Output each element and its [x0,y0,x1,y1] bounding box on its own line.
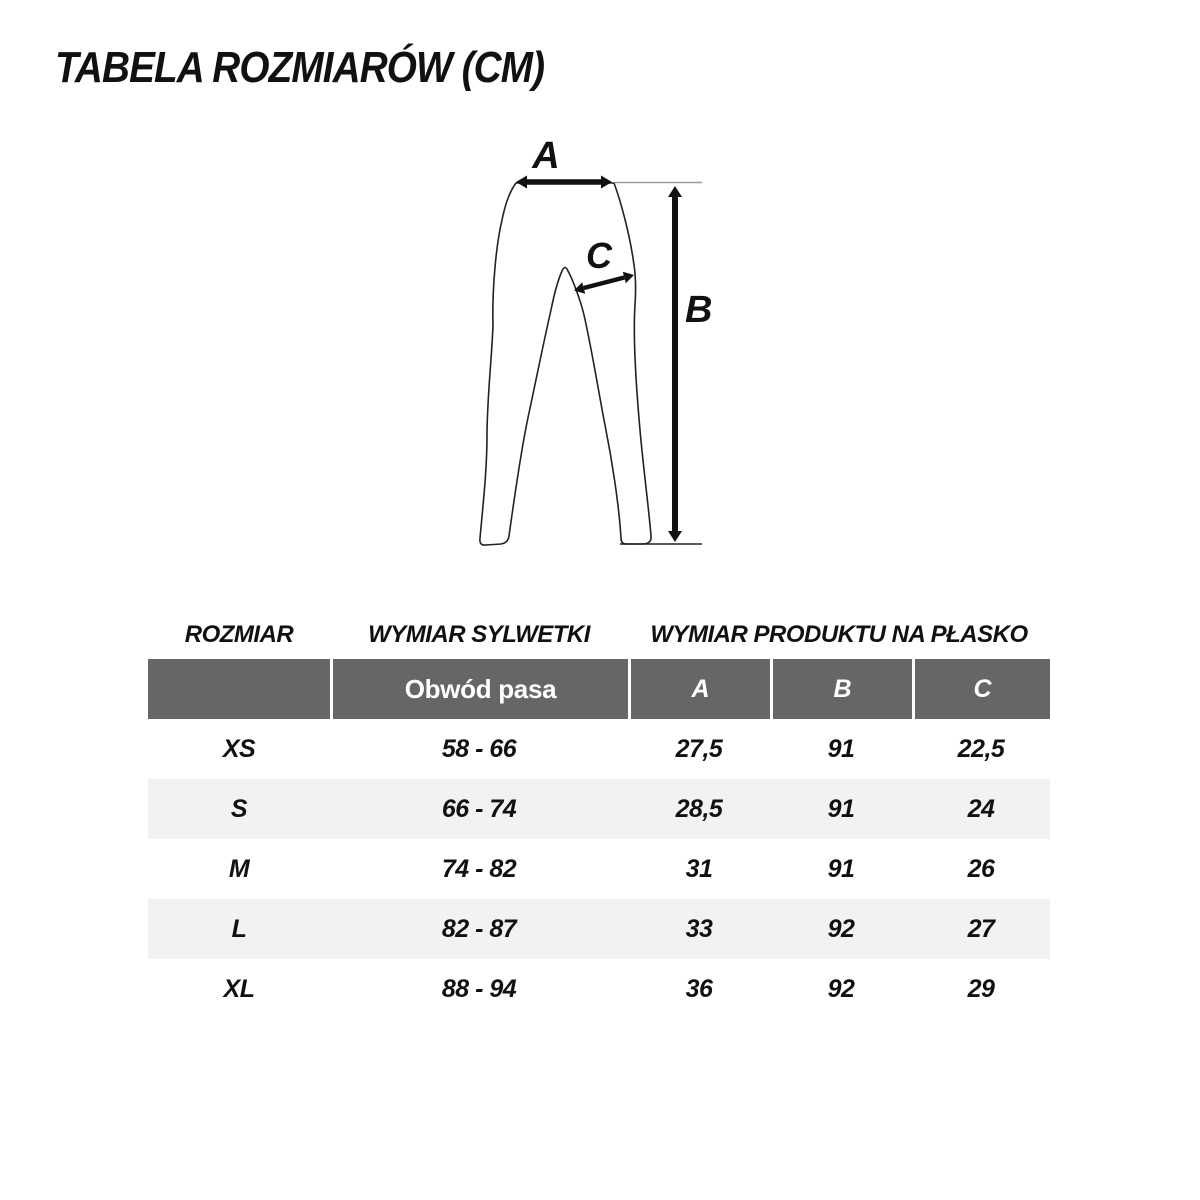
value-b: 91 [827,734,855,763]
value-a: 33 [685,914,713,943]
value-c: 22,5 [957,734,1005,763]
table-row-m [148,839,1050,899]
value-c: 27 [967,914,995,943]
value-b: 92 [827,914,855,943]
value-c: 24 [967,794,995,823]
group-header-size: ROZMIAR [184,620,294,648]
pants-measurement-diagram [440,130,760,570]
value-b: 92 [827,974,855,1003]
waist-range: 74 - 82 [441,854,517,883]
waist-range: 82 - 87 [441,914,517,943]
header-cell-waist: Obwód pasa [330,659,628,719]
header-cell-a: A [628,659,770,719]
value-b: 91 [827,854,855,883]
header-cell-c: C [912,659,1050,719]
pants-outline [480,183,651,545]
value-a: 36 [685,974,713,1003]
group-header-flat-measure: WYMIAR PRODUKTU NA PŁASKO [650,620,1028,648]
header-cell-b: B [770,659,912,719]
value-b: 91 [827,794,855,823]
value-c: 26 [967,854,995,883]
measure-label-a: A [532,135,560,177]
value-a: 28,5 [675,794,723,823]
value-a: 31 [685,854,713,883]
header-cell-empty [148,659,330,719]
table-row-xl [148,959,1050,1019]
table-row-l [148,899,1050,959]
table-header-row [148,659,1050,719]
size-label: S [230,794,248,823]
table-row-xs [148,719,1050,779]
measure-label-b: B [685,289,713,331]
waist-range: 58 - 66 [441,734,517,763]
size-label: M [228,854,250,883]
waist-range: 66 - 74 [441,794,517,823]
measure-label-c: C [586,235,612,276]
measure-arrow-b [668,186,682,542]
value-c: 29 [967,974,995,1003]
group-header-body-measure: WYMIAR SYLWETKI [368,620,590,648]
value-a: 27,5 [675,734,723,763]
size-label: XS [222,734,256,763]
table-row-s [148,779,1050,839]
waist-range: 88 - 94 [441,974,517,1003]
size-label: XL [223,974,255,1003]
size-table [148,610,1050,1019]
page-title: TABELA ROZMIARÓW (CM) [55,43,545,92]
pants-diagram-svg [440,130,760,570]
size-label: L [231,914,247,943]
table-group-headers [148,610,1050,659]
